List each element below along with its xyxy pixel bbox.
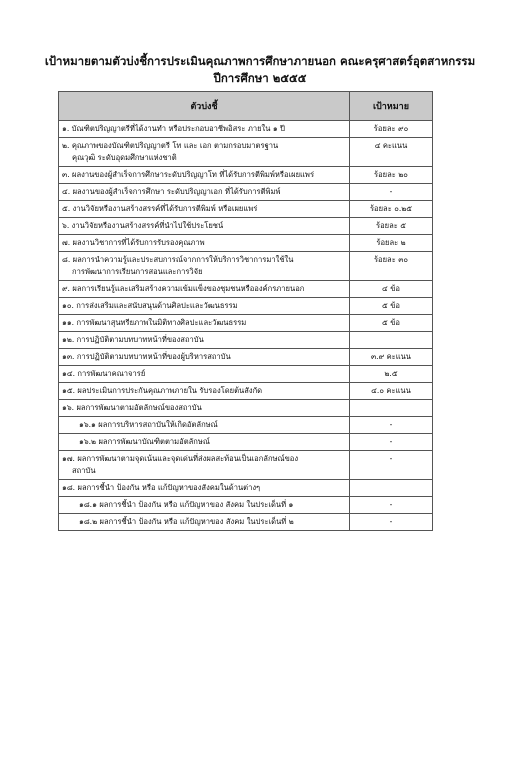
target-cell: ๕ ข้อ xyxy=(350,315,433,332)
target-cell: - xyxy=(350,497,433,514)
indicator-cell xyxy=(59,315,350,332)
table-row xyxy=(59,366,433,383)
indicator-text: ๑๖. ผลการพัฒนาตามอัตลักษณ์ของสถาบัน xyxy=(62,403,202,412)
table-row xyxy=(59,235,433,252)
indicator-text: ๑๓. การปฏิบัติตามบทบาทหน้าที่ของผู้บริหารสถาบัน xyxy=(62,352,231,361)
target-cell: - xyxy=(350,417,433,434)
table-row xyxy=(59,121,433,138)
table-row xyxy=(59,514,433,531)
indicator-cell xyxy=(59,218,350,235)
header-indicator: ตัวบ่งชี้ xyxy=(59,92,350,121)
table-row xyxy=(59,252,433,281)
target-cell: - xyxy=(350,184,433,201)
table-row xyxy=(59,497,433,514)
indicator-text: ๙. ผลการเรียนรู้และเสริมสร้างความเข้มแข็งของชุมชนหรือองค์กรภายนอก xyxy=(62,284,305,293)
table-row xyxy=(59,480,433,497)
table-row xyxy=(59,417,433,434)
indicator-text: ๕. งานวิจัยหรืองานสร้างสรรค์ที่ได้รับการตีพิมพ์ หรือเผยแพร่ xyxy=(62,204,258,213)
target-cell: ร้อยละ ๓๐ xyxy=(350,252,433,281)
target-cell: ร้อยละ ๐.๒๕ xyxy=(350,201,433,218)
indicator-cell xyxy=(59,480,350,497)
target-cell: ร้อยละ ๒ xyxy=(350,235,433,252)
target-cell: ร้อยละ ๙๐ xyxy=(350,121,433,138)
table-row xyxy=(59,400,433,417)
indicator-cell xyxy=(59,349,350,366)
indicator-text: ๑๒. การปฏิบัติตามบทบาทหน้าที่ของสถาบัน xyxy=(62,335,204,344)
indicator-text: ๑๐. การส่งเสริมและสนับสนุนด้านศิลปะและวัฒนธรรม xyxy=(62,301,238,310)
indicator-text: ๑๗. ผลการพัฒนาตามจุดเน้นและจุดเด่นที่ส่งผลสะท้อนเป็นเอกลักษณ์ของ xyxy=(62,454,299,463)
target-cell: - xyxy=(350,434,433,451)
indicator-text: ๑๔. การพัฒนาคณาจารย์ xyxy=(62,369,146,378)
indicator-cell xyxy=(59,366,350,383)
indicator-text: ๑๕. ผลประเมินการประกันคุณภาพภายใน รับรองโดยต้นสังกัด xyxy=(62,386,263,395)
table-row xyxy=(59,434,433,451)
target-cell: ๓.๙ คะแนน xyxy=(350,349,433,366)
table-row xyxy=(59,201,433,218)
target-cell: ร้อยละ ๕ xyxy=(350,218,433,235)
table-row xyxy=(59,184,433,201)
indicator-text: ๑๘.๑ ผลการชี้นำ ป้องกัน หรือ แก้ปัญหาของ สังคม ในประเด็นที่ ๑ xyxy=(79,500,294,509)
indicator-cell xyxy=(59,497,350,514)
table-row xyxy=(59,451,433,480)
indicator-text: ๗. ผลงานวิชาการที่ได้รับการรับรองคุณภาพ xyxy=(62,238,205,247)
indicator-cell xyxy=(59,383,350,400)
indicator-cell xyxy=(59,514,350,531)
target-cell: ๒.๕ xyxy=(350,366,433,383)
target-cell: ๔ คะแนน xyxy=(350,138,433,167)
target-cell xyxy=(350,480,433,497)
indicator-cell xyxy=(59,252,350,281)
indicator-text: ๒. คุณภาพของบัณฑิตปริญญาตรี โท และ เอก ตามกรอบมาตรฐาน xyxy=(62,141,279,150)
indicator-text: ๓. ผลงานของผู้สำเร็จการศึกษาระดับปริญญาโท ที่ได้รับการตีพิมพ์หรือเผยแพร่ xyxy=(62,170,315,179)
indicator-text-continued: คุณวุฒิ ระดับอุดมศึกษาแห่งชาติ xyxy=(72,153,177,162)
table-row xyxy=(59,315,433,332)
table-row xyxy=(59,281,433,298)
indicator-cell xyxy=(59,184,350,201)
table-row xyxy=(59,383,433,400)
table-row xyxy=(59,218,433,235)
indicator-text: ๔. ผลงานของผู้สำเร็จการศึกษา ระดับปริญญาเอก ที่ได้รับการตีพิมพ์ xyxy=(62,187,281,196)
indicator-cell xyxy=(59,298,350,315)
indicator-cell xyxy=(59,138,350,167)
target-cell: ๔.๐ คะแนน xyxy=(350,383,433,400)
indicator-cell xyxy=(59,451,350,480)
header-target: เป้าหมาย xyxy=(350,92,433,121)
indicator-cell xyxy=(59,417,350,434)
table-row xyxy=(59,349,433,366)
table-row xyxy=(59,298,433,315)
table-row xyxy=(59,167,433,184)
target-cell xyxy=(350,400,433,417)
document-subtitle: ปีการศึกษา ๒๕๕๕ xyxy=(213,71,307,85)
target-cell: - xyxy=(350,514,433,531)
indicator-cell xyxy=(59,201,350,218)
indicator-text: ๘. ผลการนำความรู้และประสบการณ์จากการให้บริการวิชาการมาใช้ใน xyxy=(62,255,294,264)
indicator-text-continued: สถาบัน xyxy=(72,466,96,475)
indicator-cell xyxy=(59,434,350,451)
target-cell: - xyxy=(350,451,433,480)
indicator-text-continued: การพัฒนาการเรียนการสอนและการวิจัย xyxy=(72,267,203,276)
indicator-text: ๑๖.๑ ผลการบริหารสถาบันให้เกิดอัตลักษณ์ xyxy=(79,420,218,429)
target-cell: ร้อยละ ๒๐ xyxy=(350,167,433,184)
indicator-text: ๖. งานวิจัยหรืองานสร้างสรรค์ที่นำไปใช้ประโยชน์ xyxy=(62,221,224,230)
table-header-row xyxy=(59,92,433,121)
indicator-cell xyxy=(59,332,350,349)
indicator-text: ๑๖.๒ ผลการพัฒนาบัณฑิตตามอัตลักษณ์ xyxy=(79,437,210,446)
table-row xyxy=(59,332,433,349)
target-cell: ๕ ข้อ xyxy=(350,298,433,315)
table-row xyxy=(59,138,433,167)
indicator-text: ๑. บัณฑิตปริญญาตรีที่ได้งานทำ หรือประกอบอาชีพอิสระ ภายใน ๑ ปี xyxy=(62,124,285,133)
indicator-text: ๑๑. การพัฒนาสุนทรียภาพในมิติทางศิลปะและวัฒนธรรม xyxy=(62,318,247,327)
indicator-text: ๑๘. ผลการชี้นำ ป้องกัน หรือ แก้ปัญหาของสังคมในด้านต่างๆ xyxy=(62,483,261,492)
indicator-cell xyxy=(59,281,350,298)
target-cell xyxy=(350,332,433,349)
indicator-cell xyxy=(59,400,350,417)
indicator-cell xyxy=(59,121,350,138)
target-cell: ๔ ข้อ xyxy=(350,281,433,298)
indicator-text: ๑๘.๒ ผลการชี้นำ ป้องกัน หรือ แก้ปัญหาของ สังคม ในประเด็นที่ ๒ xyxy=(79,517,294,526)
document-title: เป้าหมายตามตัวบ่งชี้การประเมินคุณภาพการศึกษาภายนอก คณะครุศาสตร์อุตสาหกรรม xyxy=(44,54,476,68)
indicator-cell xyxy=(59,167,350,184)
indicator-cell xyxy=(59,235,350,252)
indicator-target-table xyxy=(58,91,433,531)
